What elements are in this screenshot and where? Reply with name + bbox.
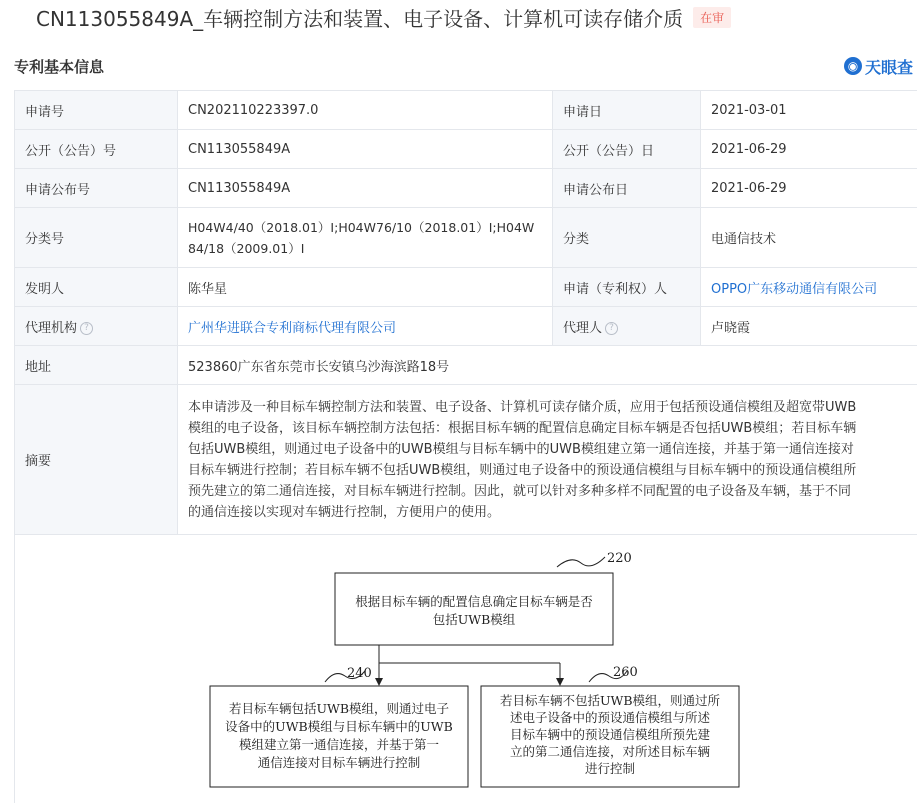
flowchart bbox=[15, 535, 917, 803]
table-row bbox=[15, 307, 917, 346]
address-label: 地址 bbox=[15, 346, 178, 385]
class-no-label: 分类号 bbox=[15, 208, 178, 268]
app-pub-date-value: 2021-06-29 bbox=[701, 169, 917, 208]
step-260-number: 260 bbox=[613, 665, 638, 680]
agency-label-cell bbox=[15, 307, 178, 346]
table-row bbox=[15, 385, 917, 535]
step-260-line: 立的第二通信连接，对所述目标车辆 bbox=[509, 744, 711, 759]
page-title: CN113055849A_车辆控制方法和装置、电子设备、计算机可读存储介质 bbox=[36, 6, 684, 31]
pub-date-label: 公开（公告）日 bbox=[553, 130, 701, 169]
pub-date-value: 2021-06-29 bbox=[701, 130, 917, 169]
eye-logo-icon: ◉ bbox=[844, 57, 862, 75]
step-240-line: 若目标车辆包括UWB模组，则通过电子 bbox=[228, 701, 450, 716]
app-pub-no-value: CN113055849A bbox=[178, 169, 553, 208]
step-260-line: 目标车辆中的预设通信模组所预先建 bbox=[509, 727, 711, 742]
applicant-cell bbox=[701, 268, 917, 307]
agent-label-cell bbox=[553, 307, 701, 346]
step-260-line: 进行控制 bbox=[584, 761, 636, 776]
arrowhead-icon bbox=[375, 678, 383, 686]
table-row bbox=[15, 208, 917, 268]
inventor-value: 陈华星 bbox=[178, 268, 553, 307]
category-label: 分类 bbox=[553, 208, 701, 268]
agency-cell bbox=[178, 307, 553, 346]
table-row bbox=[15, 91, 917, 130]
step-220-number: 220 bbox=[607, 551, 632, 566]
category-value: 电通信技术 bbox=[701, 208, 917, 268]
abstract-label: 摘要 bbox=[15, 385, 178, 535]
abstract-line: 的通信连接以实现对车辆进行控制，方便用户的使用。 bbox=[188, 504, 501, 520]
class-no-line: H04W4/40（2018.01）I;H04W76/10（2018.01）I;H04W bbox=[188, 219, 535, 235]
abstract-line: 预先建立的第二通信连接，对目标车辆进行控制。因此，就可以针对多种多样不同配置的电子设备及车辆，基于不同 bbox=[188, 483, 852, 499]
pub-no-label: 公开（公告）号 bbox=[15, 130, 178, 169]
applicant-label: 申请（专利权）人 bbox=[553, 268, 701, 307]
help-icon[interactable]: ? bbox=[605, 322, 618, 335]
abstract-line: 目标车辆进行控制；若目标车辆不包括UWB模组，则通过电子设备中的预设通信模组与目标车辆中的预设通信模组所 bbox=[188, 462, 857, 478]
patent-figure bbox=[14, 535, 917, 803]
step-220-leader bbox=[557, 557, 605, 567]
title-row bbox=[0, 0, 917, 34]
app-date-label: 申请日 bbox=[553, 91, 701, 130]
abstract-line: 包括UWB模组，则通过电子设备中的UWB模组与目标车辆中的UWB模组建立第一通信连接，并基于第一通信连接对 bbox=[188, 441, 854, 457]
step-220-box bbox=[335, 573, 613, 645]
table-row bbox=[15, 268, 917, 307]
class-no-value bbox=[178, 208, 553, 268]
inventor-label: 发明人 bbox=[15, 268, 178, 307]
table-row bbox=[15, 169, 917, 208]
agent-label: 代理人 bbox=[563, 320, 603, 336]
step-240-line: 设备中的UWB模组与目标车辆中的UWB bbox=[225, 719, 453, 734]
help-icon[interactable]: ? bbox=[80, 322, 93, 335]
patent-info-table bbox=[14, 90, 917, 535]
step-220-line: 包括UWB模组 bbox=[432, 612, 516, 627]
class-no-line: 84/18（2009.01）I bbox=[188, 240, 305, 256]
app-no-label: 申请号 bbox=[15, 91, 178, 130]
brand-name: 天眼查 bbox=[864, 57, 913, 77]
step-220-line: 根据目标车辆的配置信息确定目标车辆是否 bbox=[355, 594, 593, 609]
agent-value: 卢晓霞 bbox=[701, 307, 917, 346]
app-pub-date-label: 申请公布日 bbox=[553, 169, 701, 208]
agency-label: 代理机构 bbox=[25, 320, 78, 336]
pub-no-value: CN113055849A bbox=[178, 130, 553, 169]
table-row bbox=[15, 346, 917, 385]
section-title: 专利基本信息 bbox=[14, 57, 105, 76]
agency-link[interactable]: 广州华进联合专利商标代理有限公司 bbox=[188, 320, 397, 336]
address-value: 523860广东省东莞市长安镇乌沙海滨路18号 bbox=[178, 346, 917, 385]
applicant-link[interactable]: OPPO广东移动通信有限公司 bbox=[711, 281, 878, 297]
step-240-line: 通信连接对目标车辆进行控制 bbox=[257, 755, 421, 770]
step-240-number: 240 bbox=[347, 666, 372, 681]
app-no-value: CN202110223397.0 bbox=[178, 91, 553, 130]
abstract-line: 模组的电子设备，该目标车辆控制方法包括：根据目标车辆的配置信息确定目标车辆是否包括UWB模组；若目标车辆 bbox=[188, 420, 857, 436]
step-260-line: 述电子设备中的预设通信模组与所述 bbox=[509, 710, 711, 725]
step-260-line: 若目标车辆不包括UWB模组，则通过所 bbox=[499, 693, 721, 708]
table-row bbox=[15, 130, 917, 169]
app-pub-no-label: 申请公布号 bbox=[15, 169, 178, 208]
abstract-value bbox=[178, 385, 917, 535]
brand-logo[interactable] bbox=[844, 55, 917, 78]
arrowhead-icon bbox=[556, 678, 564, 686]
abstract-line: 本申请涉及一种目标车辆控制方法和装置、电子设备、计算机可读存储介质，应用于包括预设通信模组及超宽带UWB bbox=[188, 399, 857, 415]
app-date-value: 2021-03-01 bbox=[701, 91, 917, 130]
section-header bbox=[14, 52, 917, 80]
status-badge: 在审 bbox=[693, 7, 731, 28]
step-240-line: 模组建立第一通信连接，并基于第一 bbox=[238, 737, 440, 752]
